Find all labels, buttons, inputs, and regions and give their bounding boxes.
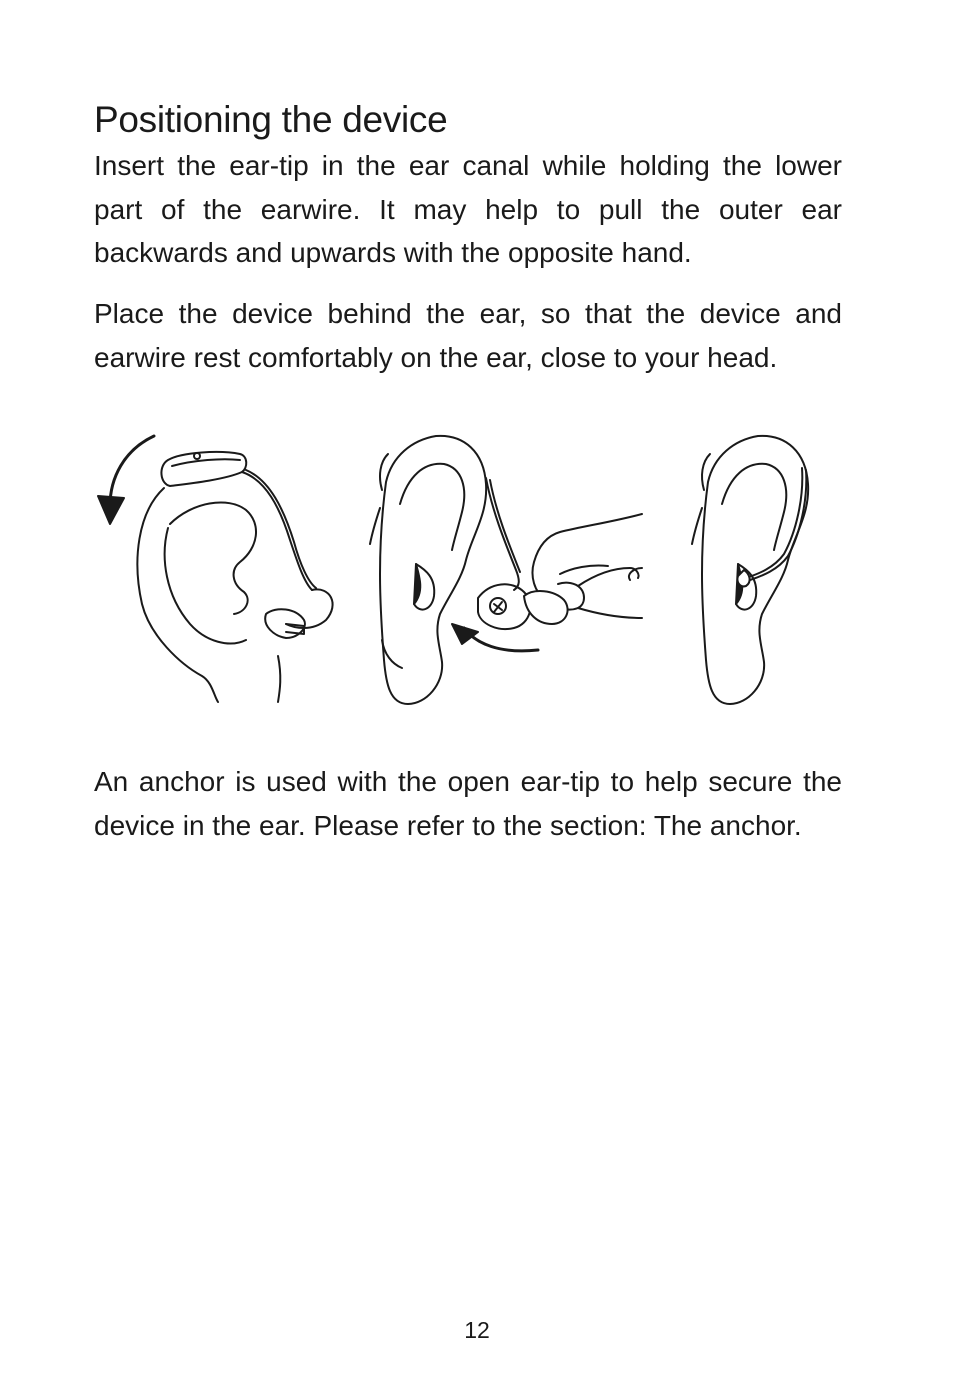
ear-outline — [370, 436, 486, 704]
panel-inserting-ear-tip — [370, 436, 642, 704]
insert-instructions: Insert the ear-tip in the ear canal while holding the lower part of the earwire. It may help to pull the outer ear backwards and upwards with the opposite hand. — [94, 150, 842, 268]
placement-instructions: Place the device behind the ear, so that the device and earwire rest comfortably on the ear, close to your head. — [94, 298, 842, 373]
rotate-arrow-icon — [98, 436, 154, 524]
page-number: 12 — [464, 1317, 490, 1343]
ear-outline-fitted — [692, 436, 808, 704]
earwire-icon — [242, 470, 333, 638]
panel-device-fitted — [692, 436, 808, 704]
anchor-note: An anchor is used with the open ear-tip to help secure the device in the ear. Please refer to the section: The anchor. — [94, 766, 842, 841]
outer-ear-outline — [137, 488, 280, 702]
fitted-earwire-icon — [737, 468, 806, 586]
section-heading: Positioning the device — [94, 99, 448, 140]
hearing-device-icon — [161, 452, 246, 486]
fingers-icon — [524, 514, 642, 624]
panel-device-above-ear — [98, 436, 333, 702]
positioning-illustration — [90, 428, 850, 713]
